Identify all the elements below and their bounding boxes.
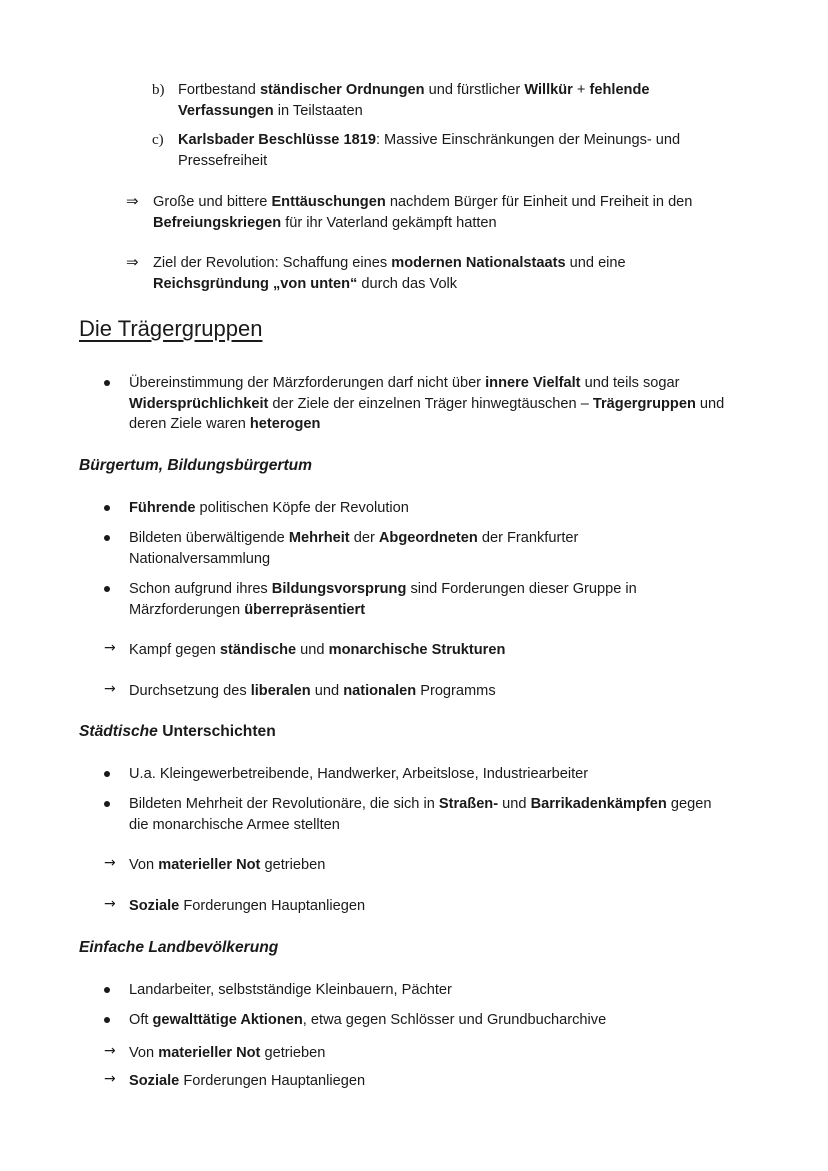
intro-bullet: Übereinstimmung der Märzforderungen darf nicht über innere Vielfalt und teils sogar Widersprüchlichkeit der Ziele der einzelnen Träger hinwegtäuschen – Trägergruppen und deren Ziele waren heterogen [129, 375, 725, 432]
arrow-icon: → [104, 640, 116, 656]
list-marker-b: b) [152, 82, 165, 98]
group2-bullet-1: U.a. Kleingewerbetreibende, Handwerker, Arbeitslose, Industriearbeiter [129, 766, 589, 782]
list-item-c: Karlsbader Beschlüsse 1819: Massive Einschränkungen der Meinungs- und Pressefreiheit [178, 132, 681, 169]
double-arrow-icon: ⇒ [126, 192, 139, 210]
bullet-icon [104, 987, 110, 993]
list-item-b: Fortbestand ständischer Ordnungen und fürstlicher Willkür + fehlende Verfassungen in Teilstaaten [178, 82, 650, 119]
bullet-icon [104, 505, 110, 511]
group2-bullet-2: Bildeten Mehrheit der Revolutionäre, die sich in Straßen- und Barrikadenkämpfen gegen die monarchische Armee stellten [129, 796, 712, 833]
list-marker-c: c) [152, 132, 164, 148]
conclusion-disappointment: Große und bittere Enttäuschungen nachdem Bürger für Einheit und Freiheit in den Befreiungskriegen für ihr Vaterland gekämpft hatten [153, 194, 693, 231]
bullet-icon [104, 586, 110, 592]
arrow-icon: → [104, 681, 116, 697]
bullet-icon [104, 801, 110, 807]
group3-arrow-1: Von materieller Not getrieben [129, 1045, 326, 1061]
group2-arrow-2: Soziale Forderungen Hauptanliegen [129, 898, 366, 914]
group1-arrow-1: Kampf gegen ständische und monarchische Strukturen [129, 642, 506, 658]
group3-bullet-1: Landarbeiter, selbstständige Kleinbauern, Pächter [129, 982, 452, 998]
group1-bullet-2: Bildeten überwältigende Mehrheit der Abgeordneten der Frankfurter Nationalversammlung [129, 530, 579, 567]
group-title-unterschichten: Städtische Unterschichten [79, 723, 276, 740]
arrow-icon: → [104, 896, 116, 912]
bullet-icon [104, 535, 110, 541]
arrow-icon: → [104, 855, 116, 871]
arrow-icon: → [104, 1043, 116, 1059]
group3-arrow-2: Soziale Forderungen Hauptanliegen [129, 1073, 366, 1089]
group1-arrow-2: Durchsetzung des liberalen und nationalen Programms [129, 683, 496, 699]
group-title-buergertum: Bürgertum, Bildungsbürgertum [79, 457, 313, 474]
bullet-icon [104, 771, 110, 777]
group3-bullet-2: Oft gewalttätige Aktionen, etwa gegen Schlösser und Grundbucharchive [129, 1012, 607, 1028]
section-title: Die Trägergruppen [79, 316, 263, 341]
conclusion-revolution-goal: Ziel der Revolution: Schaffung eines modernen Nationalstaats und eine Reichsgründung „von unten“ durch das Volk [153, 255, 626, 292]
double-arrow-icon: ⇒ [126, 253, 139, 271]
group-title-landbevoelkerung: Einfache Landbevölkerung [79, 939, 279, 956]
bullet-icon [104, 380, 110, 386]
group1-bullet-1: Führende politischen Köpfe der Revolution [129, 500, 409, 516]
group2-arrow-1: Von materieller Not getrieben [129, 857, 326, 873]
bullet-icon [104, 1017, 110, 1023]
group1-bullet-3: Schon aufgrund ihres Bildungsvorsprung sind Forderungen dieser Gruppe in Märzforderungen überrepräsentiert [129, 581, 637, 618]
arrow-icon: → [104, 1071, 116, 1087]
